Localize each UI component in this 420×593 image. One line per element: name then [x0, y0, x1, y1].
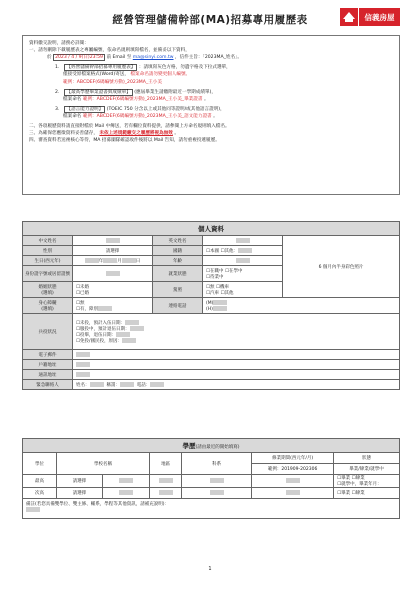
mailing-address-label: 通訊地址	[23, 370, 73, 380]
col-status-options: 畢業/肄業/就學中	[334, 464, 400, 475]
gender-label: 性別	[23, 246, 73, 256]
notice-item-3: 3. 【語言能力證明】 (TOEIC 750 分含以上或其他同等證明/或其他語言證明)，	[55, 106, 225, 112]
edu-row-1-region[interactable]	[150, 475, 182, 488]
english-name-field[interactable]	[203, 236, 283, 246]
col-major: 科系	[182, 453, 252, 475]
deadline-text: 2023 / 4 / 9(日)23:59	[55, 55, 103, 61]
education-section-title: 學歷(請由最近的開始填寫)	[23, 439, 400, 453]
id-label: 身份證字號或居留證號	[23, 266, 73, 282]
notice-item-3-line2: 檔案命名 範例：ABCDEF(6碼編號方動)_2023MA_王小美_語文能力證書 。	[63, 113, 218, 119]
nationality-label: 國籍	[153, 246, 203, 256]
notice-item-1: 1. 【經營儲備幹部招募專用履歷表】 ：請填寫灰色方格，勿遺字格及下拉式選單，	[55, 65, 231, 71]
notice-item-2: 2. 【最高學歷畢業證書與成績單】 (應屆畢業生請繳附最近一學期成績單)，	[55, 89, 216, 95]
marital-options[interactable]: ☐未婚 ☐已婚	[73, 282, 153, 298]
license-options[interactable]: ☐無 ☐機車 ☐汽車 ☐其他	[203, 282, 283, 298]
notice-line-5: 四、審查資料若送複核心等待，MA 招募團隊確認收件後將以 Mail 告知，請勿重複投遞履歷。	[29, 138, 220, 144]
edu-row-2-region[interactable]	[150, 488, 182, 499]
birthday-field[interactable]: 年 月 日	[73, 256, 153, 266]
edu-row-1-major[interactable]	[182, 475, 252, 488]
military-label: 兵役狀況	[23, 314, 73, 350]
edu-row-2-school[interactable]	[102, 488, 149, 499]
notice-line-2: 於 2023 / 4 / 9(日)23:59 前 Email 至 ma@sinyi.com.tw ，信件主旨：「2023MA_姓名」。	[47, 55, 243, 61]
notice-line-3: 二、各項履歷資料請直接附檔於 Mail 中傳送，若有欄位資料提供，請參閱上方命名規則填入檔名。	[29, 124, 230, 130]
personal-info-table	[22, 221, 400, 390]
col-period: 修業期間(西元年/月)	[252, 453, 334, 464]
emergency-contact-field[interactable]: 姓名： 稱謂： 電話：	[73, 380, 400, 390]
photo-area[interactable]	[283, 236, 400, 298]
personal-section-title: 個人資料	[23, 222, 400, 236]
col-status: 狀態	[334, 453, 400, 464]
marital-label: 婚姻狀態 (選填)	[23, 282, 73, 298]
email-field[interactable]	[73, 350, 400, 360]
education-table	[22, 438, 400, 519]
document-title: 經營管理儲備幹部(MA)招募專用履歷表	[112, 14, 308, 26]
house-logo-icon	[340, 8, 358, 26]
edu-row-2-status[interactable]: ☐畢業 ☐肄業	[334, 488, 400, 499]
company-logo	[340, 8, 400, 26]
license-label: 駕照	[153, 282, 203, 298]
chinese-name-field[interactable]	[73, 236, 153, 246]
age-label: 年齡	[153, 256, 203, 266]
emergency-contact-label: 緊急聯絡人	[23, 380, 73, 390]
edu-row-1-level: 最高	[23, 475, 57, 488]
edu-row-2-period[interactable]	[252, 488, 334, 499]
registered-address-label: 戶籍地址	[23, 360, 73, 370]
chinese-name-label: 中文姓名	[23, 236, 73, 246]
english-name-label: 英文姓名	[153, 236, 203, 246]
birthday-label: 生日(西元年)	[23, 256, 73, 266]
edu-row-1-period[interactable]	[252, 475, 334, 488]
col-level: 學位	[23, 453, 57, 475]
registered-address-field[interactable]	[73, 360, 400, 370]
notice-item-1-line2: 僅接受原檔案格式(Word)寄送， 檔案命名請勿變更個人編號。	[63, 72, 191, 78]
email-link[interactable]: ma@sinyi.com.tw	[132, 55, 174, 61]
col-region: 地區	[150, 453, 182, 475]
edu-row-2-major[interactable]	[182, 488, 252, 499]
notice-intro: 資料繳交說明，請務必詳閱：	[29, 41, 89, 46]
notice-item-1-example: 範例：ABCDEF(6碼編號方動)_2023MA_王小美	[63, 79, 162, 85]
logo-text: 信義房屋	[358, 8, 400, 26]
age-field[interactable]	[203, 256, 283, 266]
disability-options[interactable]: ☐無 ☐有，障別	[73, 298, 153, 314]
edu-row-2-select[interactable]: 請選擇	[57, 488, 103, 499]
notice-line-4: 三、為確保您應徵資料妥善儲存， 未依上述規範繳交之履歷將視為無效 。	[29, 131, 179, 137]
employment-status-options[interactable]: ☐在職中 ☐在學中 ☐待業中	[203, 266, 283, 282]
email-label: 電子郵件	[23, 350, 73, 360]
education-note[interactable]: 備註(若您具備雙學位、雙主修、輔系，學程等其他資訊，請補充說明)：	[23, 499, 400, 519]
photo-note: 6 個月內半身彩色照片	[318, 264, 364, 270]
disability-label: 身心障礙 (選填)	[23, 298, 73, 314]
edu-row-1-status[interactable]: ☐畢業 ☐肄業 ☐就學中，畢業年月：	[334, 475, 400, 488]
mailing-address-field[interactable]	[73, 370, 400, 380]
military-options[interactable]: ☐未役，預計入伍日期： ☐服役中，預計退伍日期： ☐役畢，退伍日期： ☐免役/國民役，原因：	[73, 314, 400, 350]
edu-row-2-level: 次高	[23, 488, 57, 499]
edu-row-1-select[interactable]: 請選擇	[57, 475, 103, 488]
employment-status-label: 就業狀態	[153, 266, 203, 282]
page-number: 1	[208, 566, 212, 572]
id-field[interactable]	[73, 266, 153, 282]
contact-phone-field[interactable]: (M) (H)	[203, 298, 400, 314]
col-school: 學校名稱	[57, 453, 150, 475]
col-period-example: 範例：201909-202306	[252, 464, 334, 475]
notice-line-1: 一、請勿刪除下載履歷表之專屬編號，依命名規則填寫檔名，並備妥以下資料，	[29, 48, 190, 54]
notice-box	[22, 35, 400, 195]
gender-select[interactable]: 請選擇	[73, 246, 153, 256]
edu-row-1-school[interactable]	[102, 475, 149, 488]
nationality-options[interactable]: ☐本國 ☐其他：	[203, 246, 283, 256]
notice-item-2-line2: 檔案命名 範例：ABCDEF(6碼編號方動)_2023MA_王小美_畢業證書 。	[63, 96, 209, 102]
contact-phone-label: 連絡電話	[153, 298, 203, 314]
